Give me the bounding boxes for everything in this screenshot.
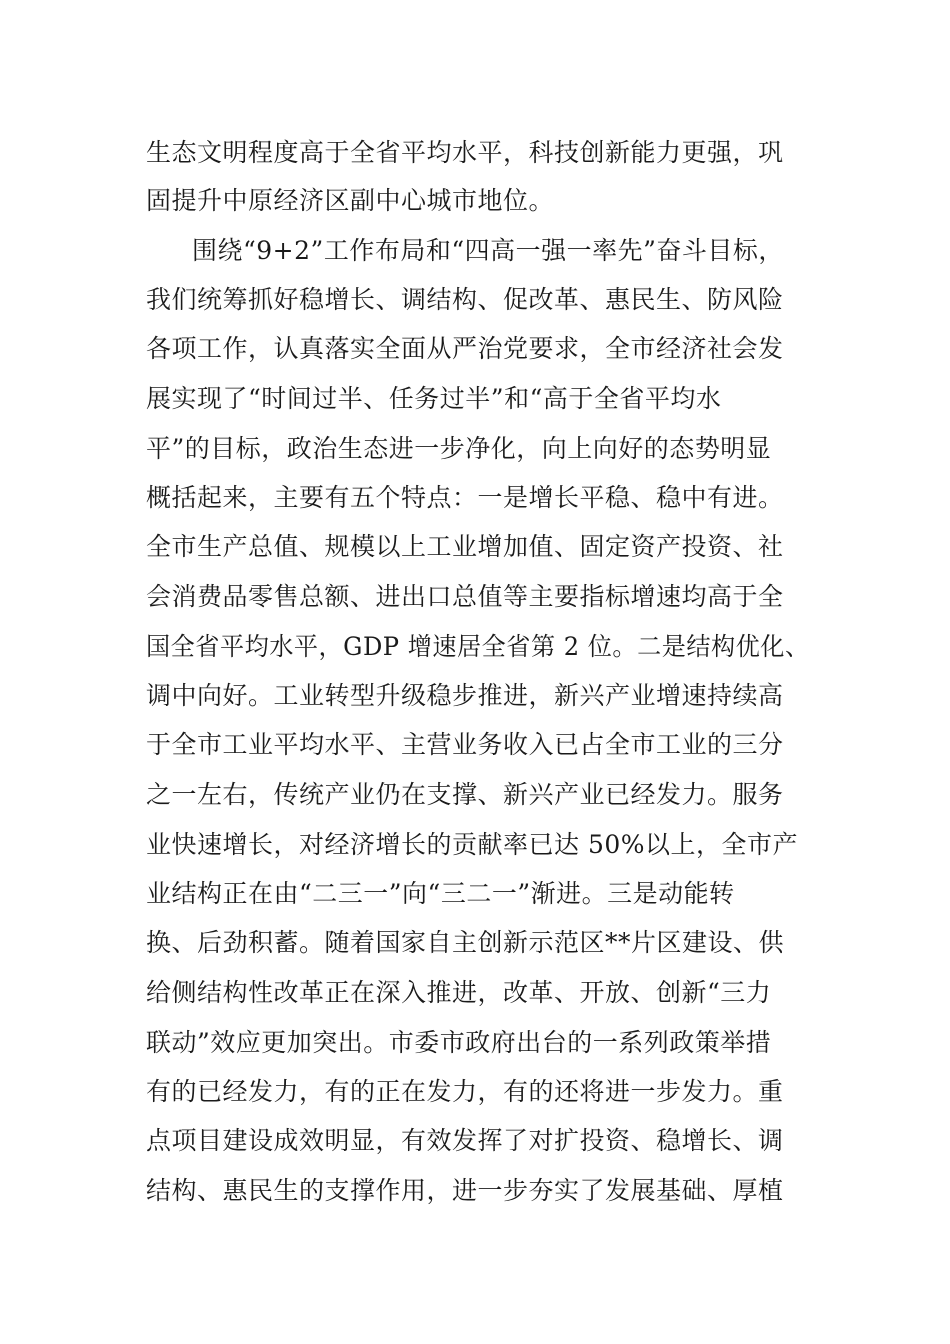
text-line-4: 我们统筹抓好稳增长、调结构、促改革、惠民生、防风险 <box>146 285 784 314</box>
text-line-13: 于全市工业平均水平、主营业务收入已占全市工业的三分 <box>146 730 784 759</box>
text-line-17: 换、后劲积蓄。随着国家自主创新示范区**片区建设、供 <box>146 928 785 957</box>
text-line-14: 之一左右，传统产业仍在支撑、新兴产业已经发力。服务 <box>146 780 784 809</box>
text-line-2: 固提升中原经济区副中心城市地位。 <box>146 186 555 215</box>
text-line-18: 给侧结构性改革正在深入推进，改革、开放、创新“三力 <box>146 978 772 1007</box>
text-line-3: 围绕“9+2”工作布局和“四高一强一率先”奋斗目标， <box>192 236 784 265</box>
text-line-19: 联动”效应更加突出。市委市政府出台的一系列政策举措 <box>146 1028 772 1057</box>
text-line-10: 会消费品零售总额、进出口总值等主要指标增速均高于全 <box>146 582 784 611</box>
text-line-21: 点项目建设成效明显，有效发挥了对扩投资、稳增长、调 <box>146 1126 784 1155</box>
text-line-1: 生态文明程度高于全省平均水平，科技创新能力更强，巩 <box>146 138 784 167</box>
text-line-9: 全市生产总值、规模以上工业增加值、固定资产投资、社 <box>146 532 784 561</box>
text-line-22: 结构、惠民生的支撑作用，进一步夯实了发展基础、厚植 <box>146 1176 784 1205</box>
text-line-11: 国全省平均水平，GDP 增速居全省第 2 位。二是结构优化、 <box>146 632 810 661</box>
text-line-7: 平”的目标，政治生态进一步净化，向上向好的态势明显 <box>146 434 772 463</box>
text-line-20: 有的已经发力，有的正在发力，有的还将进一步发力。重 <box>146 1077 784 1106</box>
text-line-15: 业快速增长，对经济增长的贡献率已达 50%以上，全市产 <box>146 830 799 859</box>
text-line-6: 展实现了“时间过半、任务过半”和“高于全省平均水 <box>146 384 722 413</box>
text-line-12: 调中向好。工业转型升级稳步推进，新兴产业增速持续高 <box>146 681 784 710</box>
text-line-16: 业结构正在由“二三一”向“三二一”渐进。三是动能转 <box>146 879 735 908</box>
text-line-5: 各项工作，认真落实全面从严治党要求，全市经济社会发 <box>146 334 784 363</box>
text-line-8: 概括起来，主要有五个特点：一是增长平稳、稳中有进。 <box>146 483 784 512</box>
